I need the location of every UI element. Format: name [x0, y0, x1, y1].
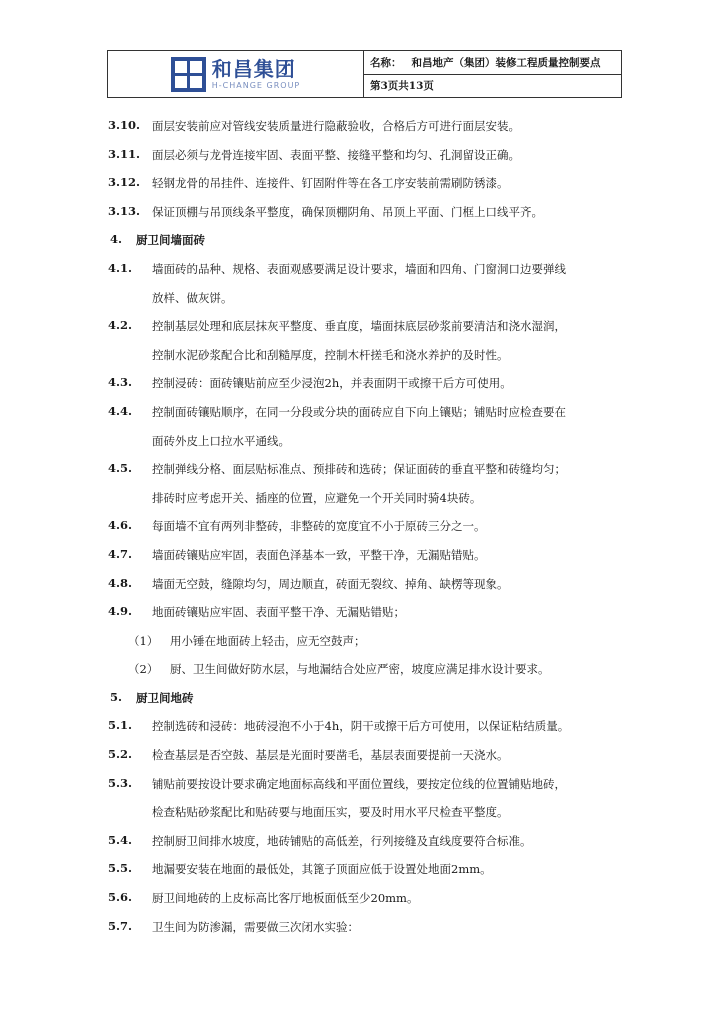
clause-item [0, 204, 724, 233]
clause-text: 轻钢龙骨的吊挂件、连接件、钉固附件等在各工序安装前需刷防锈漆。 [152, 176, 509, 191]
clause-text: 检查基层是否空鼓、基层是光面时要凿毛，基层表面要提前一天浇水。 [152, 748, 509, 763]
section-heading [0, 690, 724, 719]
clause-text: 排砖时应考虑开关、插座的位置，应避免一个开关同时骑4块砖。 [152, 490, 482, 505]
clause-number: 4.1. [108, 260, 133, 275]
clause-text: 厨卫间墙面砖 [136, 233, 205, 248]
clause-number: 3.10. [108, 118, 141, 132]
document-body [0, 118, 724, 947]
clause-number: 5.7. [108, 918, 133, 933]
clause-text: 检查粘贴砂浆配比和贴砖要与地面压实，要及时用水平尺检查平整度。 [152, 805, 509, 820]
clause-number: 3.11. [108, 146, 141, 161]
paragraph-continuation [0, 433, 724, 462]
clause-text: 控制选砖和浸砖：地砖浸泡不小于4h，阴干或擦干后方可使用，以保证粘结质量。 [152, 719, 570, 734]
logo-english-name: H-CHANGE GROUP [211, 80, 301, 90]
clause-number: 3.13. [108, 203, 141, 218]
logo-grid-icon [171, 57, 206, 92]
clause-text: 面砖外皮上口拉水平通线。 [152, 433, 290, 448]
clause-item [0, 175, 724, 204]
clause-text: 用小锤在地面砖上轻击，应无空鼓声； [170, 633, 366, 648]
clause-item [0, 604, 724, 633]
clause-number: 5.2. [108, 747, 133, 762]
clause-text: 面层安装前应对管线安装质量进行隐蔽验收，合格后方可进行面层安装。 [152, 119, 520, 133]
clause-number: 5.3. [108, 775, 133, 790]
clause-text: 保证顶棚与吊顶线条平整度，确保顶棚阴角、吊顶上平面、门框上口线平齐。 [152, 204, 543, 219]
sub-item [0, 661, 724, 690]
clause-item [0, 404, 724, 433]
paragraph-continuation [0, 490, 724, 519]
paragraph-continuation [0, 347, 724, 376]
clause-text: 铺贴前要按设计要求确定地面标高线和平面位置线，要按定位线的位置铺贴地砖， [152, 776, 566, 791]
clause-item [0, 147, 724, 176]
document-header [107, 50, 622, 98]
clause-text: 墙面砖的品种、规格、表面观感要满足设计要求，墙面和四角、门窗洞口边要弹线 [152, 261, 566, 276]
clause-item [0, 576, 724, 605]
document-name: 和昌地产（集团）装修工程质量控制要点 [411, 56, 601, 69]
clause-number: 5.4. [108, 832, 133, 847]
clause-number: 5.1. [108, 718, 133, 733]
clause-item [0, 375, 724, 404]
clause-number: 4.6. [108, 518, 133, 533]
clause-number: 4.5. [108, 461, 133, 476]
clause-text: 每面墙不宜有两列非整砖，非整砖的宽度宜不小于原砖三分之一。 [152, 519, 486, 534]
clause-item [0, 833, 724, 862]
clause-text: 厨卫间地砖的上皮标高比客厅地板面低至少20mm。 [152, 891, 419, 906]
document-name-row [364, 51, 621, 74]
clause-text: 厨卫间地砖 [136, 690, 194, 705]
name-label: 名称： [370, 56, 402, 69]
clause-number: 4.4. [108, 403, 133, 418]
paragraph-continuation [0, 804, 724, 833]
clause-item [0, 776, 724, 805]
clause-item [0, 890, 724, 919]
clause-item [0, 747, 724, 776]
clause-text: 卫生间为防渗漏，需要做三次闭水实验： [152, 919, 359, 934]
company-logo [108, 51, 364, 97]
clause-text: 放样、做灰饼。 [152, 290, 233, 305]
clause-item [0, 919, 724, 948]
clause-item [0, 718, 724, 747]
clause-text: 控制基层处理和底层抹灰平整度、垂直度，墙面抹底层砂浆前要清洁和浇水湿润， [152, 319, 566, 334]
clause-item [0, 318, 724, 347]
clause-number: 4.8. [108, 575, 133, 590]
clause-text: 控制弹线分格、面层贴标准点、预排砖和选砖；保证面砖的垂直平整和砖缝均匀； [152, 462, 566, 477]
clause-text: 控制厨卫间排水坡度，地砖铺贴的高低差，行列接缝及直线度要符合标准。 [152, 833, 532, 848]
page-info: 第3页共13页 [370, 80, 434, 93]
sub-item [0, 633, 724, 662]
page-info-row [364, 74, 621, 98]
clause-text: 墙面无空鼓，缝隙均匀，周边顺直，砖面无裂纹、掉角、缺楞等现象。 [152, 576, 509, 591]
clause-item [0, 461, 724, 490]
clause-item [0, 118, 724, 147]
clause-text: 控制浸砖：面砖镶贴前应至少浸泡2h，并表面阴干或擦干后方可使用。 [152, 376, 512, 391]
clause-text: 控制面砖镶贴顺序，在同一分段或分块的面砖应自下向上镶贴；铺贴时应检查要在 [152, 404, 566, 419]
clause-number: （2） [128, 662, 159, 677]
section-heading [0, 232, 724, 261]
clause-text: 厨、卫生间做好防水层，与地漏结合处应严密，坡度应满足排水设计要求。 [170, 662, 550, 677]
clause-text: 地面砖镶贴应牢固、表面平整干净、无漏贴错贴； [152, 605, 405, 620]
clause-number: 5.6. [108, 890, 133, 905]
clause-item [0, 547, 724, 576]
clause-number: 4.9. [108, 604, 133, 619]
logo-chinese-name: 和昌集团 [211, 56, 296, 81]
clause-number: 4.3. [108, 375, 133, 390]
clause-text: 面层必须与龙骨连接牢固、表面平整、接缝平整和均匀、孔洞留设正确。 [152, 147, 520, 162]
clause-item [0, 861, 724, 890]
paragraph-continuation [0, 290, 724, 319]
clause-text: 地漏要安装在地面的最低处，其篦子顶面应低于设置处地面2mm。 [152, 862, 492, 877]
clause-number: 5. [110, 689, 123, 704]
clause-number: 5.5. [108, 861, 133, 876]
clause-text: 墙面砖镶贴应牢固，表面色泽基本一致，平整干净，无漏贴错贴。 [152, 547, 486, 562]
clause-number: 3.12. [108, 175, 141, 190]
clause-number: 4. [110, 232, 123, 247]
clause-item [0, 261, 724, 290]
clause-text: 控制水泥砂浆配合比和刮糙厚度，控制木杆搓毛和浇水养护的及时性。 [152, 347, 509, 362]
clause-number: （1） [128, 633, 159, 648]
clause-number: 4.2. [108, 318, 133, 333]
clause-number: 4.7. [108, 546, 133, 561]
clause-item [0, 518, 724, 547]
